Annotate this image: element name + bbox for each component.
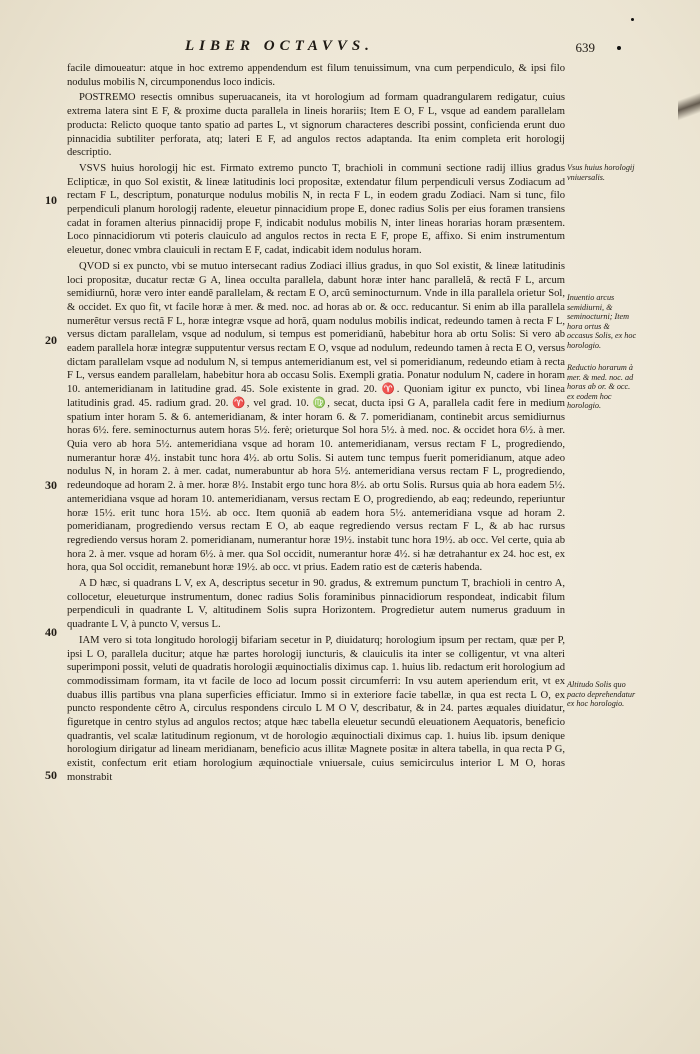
paragraph: facile dimoueatur: atque in hoc extremo appendendum est filum tenuissimum, vna cum perpendiculo, & ipsi filo nodulus mobilis N, circumponendus loco indicis. [67,63,565,88]
margin-note: Vsus huius horologij vniuersalis. [567,163,635,182]
page-stain [678,80,700,140]
line-number: 30 [45,478,57,492]
line-number: 20 [45,333,57,347]
margin-note: Altitudo Solis quo pacto deprehendatur ex hoc horologio. [567,680,636,708]
paragraph: A D hæc, si quadrans L V, ex A, descriptus secetur in 90. gradus, & extremum punctum T, brachioli in centro A, collocetur, eleueturque instrumentum, donec radius Solis foraminibus pinnacidiorum respondeat, indicabit filum perpendiculi in quadrante L V, altitudinem Solis supra Horizontem. Progredietur autem numerus graduum in quadrante L V, à puncto V, versus L. [67,578,565,631]
line-number: 10 [45,193,57,207]
main-text [67,62,565,787]
paragraph: IAM vero si tota longitudo horologij bifariam secetur in P, diuidaturq; horologium ipsum per rectam, quæ per P, ipsi L O, parallela ducitur; atque hæ partes horologij iuncturis, & clauiculis ita inter se colligentur, vt vna alteri superimponi possit, veluti de quadratis horologii æquinoctialis diximus cap. 1. huius lib. redactum erit horologium ad commodissimam formam, ita vt facile de loco ad locum possit circumferri: In vsu autem aperiendum erit, vt ex duabus illis partibus vna plana superficies efficiatur. Immo si in exteriore facie tabellæ, in qua est recta L O, ex puncto respondente cẽtro A, circulus respondens circulo L M O V, describatur, & in 24. partes æquales diuidatur, figuretque in centro stylus ad angulos rectos; atque hæc tabella eleuetur secundũ eleuationem Aequatoris, beneficio quadrantis, vel scalæ latitudinum regionum, vt de horologio æquinoctiali diximus cap. 1. huius lib. ipsum denique horologium dirigatur ad lineam meridianam, beneficio acus illitæ Magnete positæ in altera tabella, in qua recta P G, existit, confectum erit etiam horologium æquinoctiale vniuersale, cuius semicirculus interior L M O, horas monstrabit [67,634,565,783]
page-number: 639 [575,40,595,55]
margin-note: Inuentio arcus semidiurni, & seminocturni; Item hora ortus & occasus Solis, ex hoc horologio. [567,293,637,350]
page-header [185,38,615,58]
running-title: LIBER OCTAVVS. [185,38,374,54]
ornament-dot [631,18,634,21]
line-number: 50 [45,768,57,782]
margin-note: Reductio horarum à mer. & med. noc. ad horas ab or. & occ. ex eodem hoc horologio. [567,363,634,410]
ornament-dot [617,46,621,50]
line-number: 40 [45,625,57,639]
paragraph: QVOD si ex puncto, vbi se mutuo intersecant radius Zodiaci illius gradus, in quo Sol existit, & lineæ latitudinis loci propositæ, ducatur rectæ G A, linea occulta parallela, dabunt horæ inter hanc parallelã, & rectã F L, arcum semidiurnũ, horæ vero inter eandẽ parallelam, & rectam E O, arcũ seminocturnum. Vnde in illa parallela orietur Sol, & occidet. Ex quo fit, vt facile horæ à mer. & med. noc. ad horas ab or. & occ. reducantur. Si enim ab illa parallela numerẽtur versus rectã F L, horæ integræ vsque ad horã, quam nodulus mobilis indicat, redeundo tamen à recta F L, versus dictam parallelam, vsque ad nodulum, si tempus est pomeridianũ, habebitur hora ab ortu Solis: Si vero ab eadem parallela horæ integræ supputentur versus rectam E O, vsque ad nodulum, redeundo tamen à recta E O, versus dictam parallelam vsque ad nodulum N, si tempus antemeridianum est, vel si pomeridianum, redeundo etiam à recta F L, versus eandem parallelam, habebitur hora ab occasu Solis. Exempli gratia. Ponatur nodulum N, cadere in horam 10. antemeridianam in latitudine grad. 45. Sole existente in grad. 20. ♈. Quoniam igitur ex puncto, vbi linea latitudinis grad. 45. radium grad. 20. ♈, vel grad. 10. ♍, secat, ducta ipsi G A, parallela cadit fere in medium spatium inter horam 5. & 6. antemeridianam, & inter horam 6. & 7. pomeridianam, continebit arcus semidiurnus horas 6½. fere. seminocturnus autem horas 5½. ferè; orieturque Sol hora 5½. à med. noc. & occidet hora 6½. à mer. Quia vero ab hora 5½. antemeridiana vsque ad horam 10. antemeridianam, versus rectam F L, progrediendo, numerantur horæ 4½. instabit tunc hora 4½. ab ortu Solis. Si autem tunc tempus fuerit pomeridianum, atque adeo nodulus N, in horam 2. à mer. cadat, numerabuntur ab hora 5½. antemeridiana versus rectam F L, progrediendo, redeundoque ad horam 2. à mer. horæ 8½. Instabit ergo tunc hora 8½. ab ortu Solis. Rursus quia ab hora eadem 5½. antemeridiana vsque ad horam 10. antemeridianam, versus rectam E O, progrediendo, ab eaq; redeundo, reperiuntur horæ 15½. erit tunc hora 15½. ab occ. Item quoniã ab eadem hora 5½. antemeridiana vsque ad horam 2. pomeridianam, progrediendo versus rectam E O, ab eaque regrediendo versus rectam F L, & ab hac rursus regrediendo versus horam 2. pomeridianam, numerantur horæ 19½. instabit tunc hora 19½. ab occ. Vel certe, quia ab hora 2. à mer. vsque ad horam 6½. à mer. qua Sol occidit, numerantur horæ 4½. si hæ detrahantur ex 24. hoc est, ex hora, qua Sol occidit, remanebunt horæ 19½. ab occ. vt prius. Eadem ratio est de cæteris habenda. [67,260,565,574]
paragraph: POSTREMO resectis omnibus superuacaneis, ita vt horologium ad formam quadrangularem redigatur, cuius extrema latera sint E F, & proxime ducta parallela in lineis horariis; Item E O, F L, vsque ad eandem parallelam producta: Relicto quoque tanto spatio ad partes L, vt signorum characteres describi possint, conficienda erunt duo pinnacidia subtiliter perforata, atq; lateri E F, ad angulos rectos adaptanda. Ita enim completa erit horologij descriptio. [67,92,565,159]
paragraph: VSVS huius horologij hic est. Firmato extremo puncto T, brachioli in communi sectione radij illius gradus Eclipticæ, in quo Sol existit, & lineæ latitudinis loci propositæ, extendatur filum perpendiculi versus Zodiacum ad rectam F L, descriptum, ponaturque nodulus mobilis N, in recta F L, in eodem gradu Zodiaci. Nam si tunc, filo perpendiculi planum horologij radente, eleuetur pinnacidium prope E, donec radius Solis per eius foramen transiens cadat in foramen alterius pinnacidij prope F, indicabit nodulus mobilis N, inter lineas horarias horam præsentem. Loco pinnacidiorum vti poteris clauiculo ad angulos rectos in recta E F, prope E, affixo. Si enim instrumentum eleuetur, donec vmbra clauiculi in rectam E F, cadat, indicabit idem nodulus horam. [67,162,565,257]
